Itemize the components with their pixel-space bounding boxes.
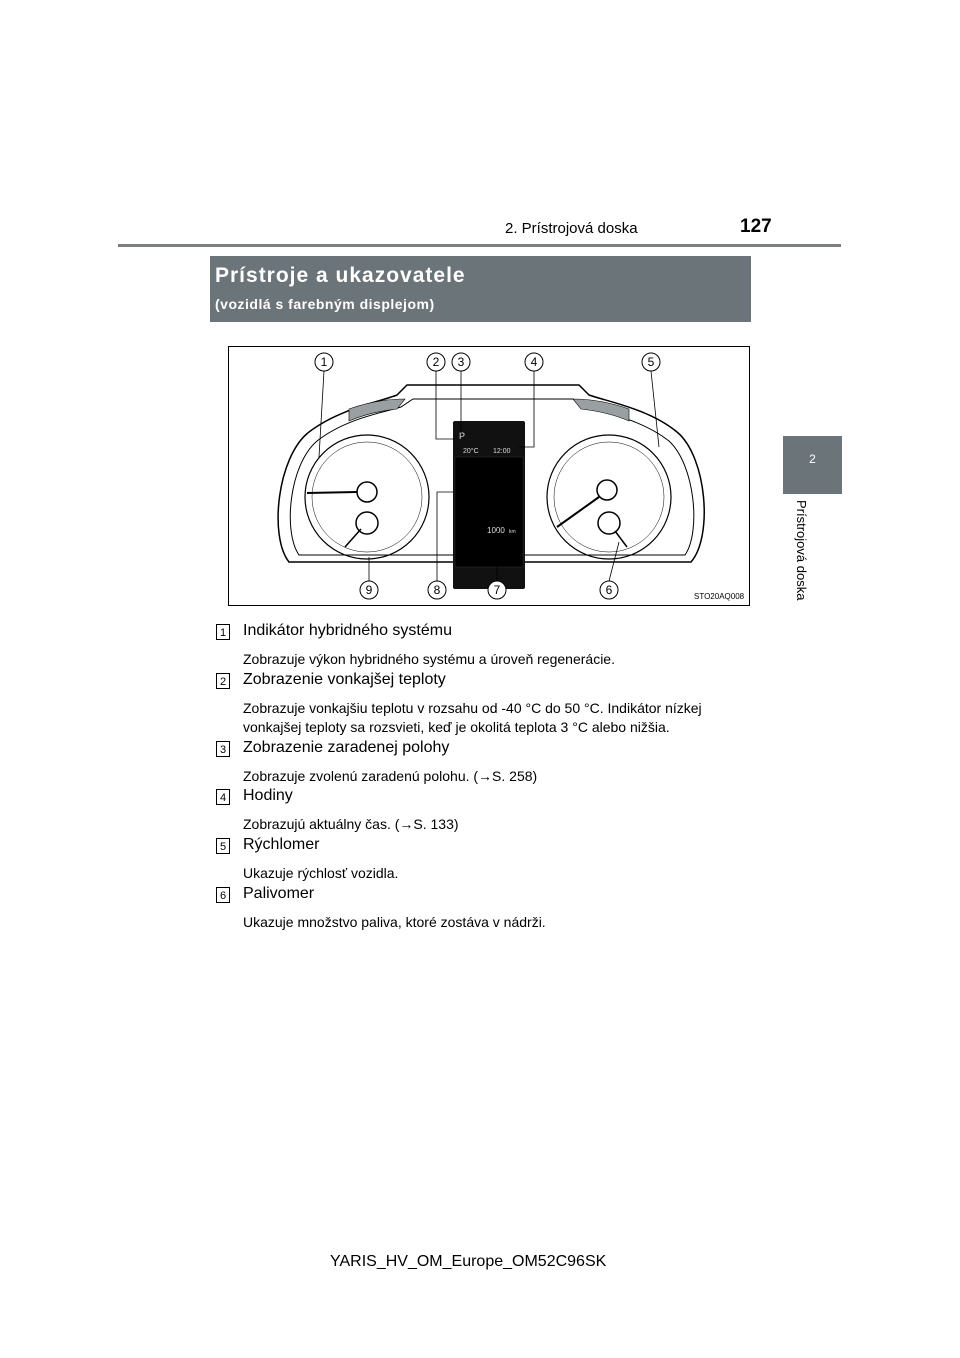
callout-5: 5	[647, 355, 655, 369]
chapter-tab	[783, 436, 842, 494]
outside-temperature-display: 20°C	[463, 448, 479, 455]
header-rule	[118, 244, 841, 247]
item-description: Zobrazujú aktuálny čas. (→S. 133)	[243, 816, 459, 832]
section-subtitle: (vozidlá s farebným displejom)	[215, 296, 435, 312]
chapter-tab-label: Prístrojová doska	[794, 500, 809, 601]
gear-position-display: P	[459, 431, 466, 441]
section-title: Prístroje a ukazovatele	[215, 264, 466, 287]
callout-7: 7	[493, 583, 501, 597]
chapter-tab-number: 2	[809, 452, 816, 466]
item-title: Rýchlomer	[243, 836, 320, 853]
item-title: Zobrazenie zaradenej polohy	[243, 739, 450, 756]
callout-6: 6	[605, 583, 613, 597]
figure-code: STO20AQ008	[694, 592, 745, 601]
callout-4: 4	[530, 355, 538, 369]
item-number-badge: 1	[216, 624, 230, 640]
item-number-badge: 4	[216, 789, 230, 805]
instrument-cluster-figure	[228, 346, 750, 606]
instrument-cluster-illustration	[229, 347, 749, 605]
item-title: Indikátor hybridného systému	[243, 622, 452, 639]
callout-3: 3	[457, 355, 465, 369]
item-description: Zobrazuje zvolenú zaradenú polohu. (→S. 258)	[243, 768, 538, 784]
odometer-unit: km	[509, 529, 516, 535]
section-title-box	[210, 256, 751, 322]
odometer-display: 1000	[487, 526, 505, 535]
page-number: 127	[740, 216, 772, 237]
item-title: Palivomer	[243, 885, 315, 902]
clock-display: 12:00	[493, 448, 511, 455]
callout-9: 9	[365, 583, 373, 597]
item-number-badge: 6	[216, 887, 230, 903]
document-footer: YARIS_HV_OM_Europe_OM52C96SK	[330, 1253, 607, 1270]
item-description: Ukazuje rýchlosť vozidla.	[243, 865, 399, 881]
item-title: Hodiny	[243, 787, 293, 804]
item-number-badge: 3	[216, 741, 230, 757]
item-description: Zobrazuje vonkajšiu teplotu v rozsahu od -40 °C do 50 °C. Indikátor nízkej vonkajšej teploty sa rozsvieti, keď je okolitá teplota 3 °C alebo nižšia.	[243, 700, 702, 735]
callout-1: 1	[320, 355, 328, 369]
running-header-section: 2. Prístrojová doska	[505, 220, 638, 237]
item-title: Zobrazenie vonkajšej teploty	[243, 671, 446, 688]
item-description: Ukazuje množstvo paliva, ktoré zostáva v nádrži.	[243, 914, 546, 930]
item-number-badge: 2	[216, 673, 230, 689]
callout-2: 2	[432, 355, 440, 369]
callout-8: 8	[433, 583, 441, 597]
item-description: Zobrazuje výkon hybridného systému a úroveň regenerácie.	[243, 651, 615, 667]
item-number-badge: 5	[216, 838, 230, 854]
